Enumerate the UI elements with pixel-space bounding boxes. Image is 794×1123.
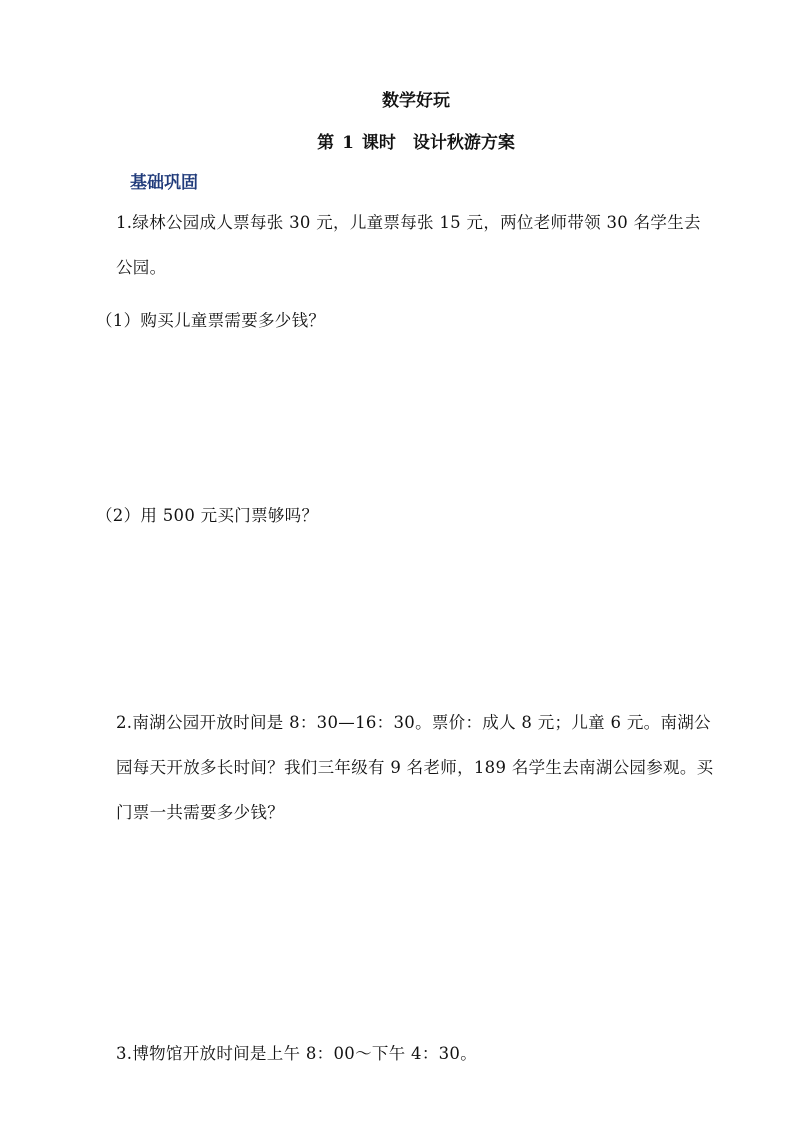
page-title: 数学好玩: [382, 91, 450, 111]
lesson-subtitle: 第 1 课时 设计秋游方案: [317, 133, 515, 153]
question-3: 3.博物馆开放时间是上午 8：00～下午 4：30。: [116, 1044, 478, 1063]
section-heading: 基础巩固: [130, 173, 198, 193]
question-1-part-1: （1）购买儿童票需要多少钱？: [96, 311, 326, 330]
question-1: 1.绿林公园成人票每张 30 元，儿童票每张 15 元，两位老师带领 30 名学生去公园。: [116, 213, 701, 277]
question-2: 2.南湖公园开放时间是 8：30—16：30。票价：成人 8 元；儿童 6 元。南湖公园每天开放多长时间？我们三年级有 9 名老师，189 名学生去南湖公园参观。买门票一共需要多少钱？: [116, 713, 714, 822]
question-1-part-2: （2）用 500 元买门票够吗？: [96, 506, 319, 525]
